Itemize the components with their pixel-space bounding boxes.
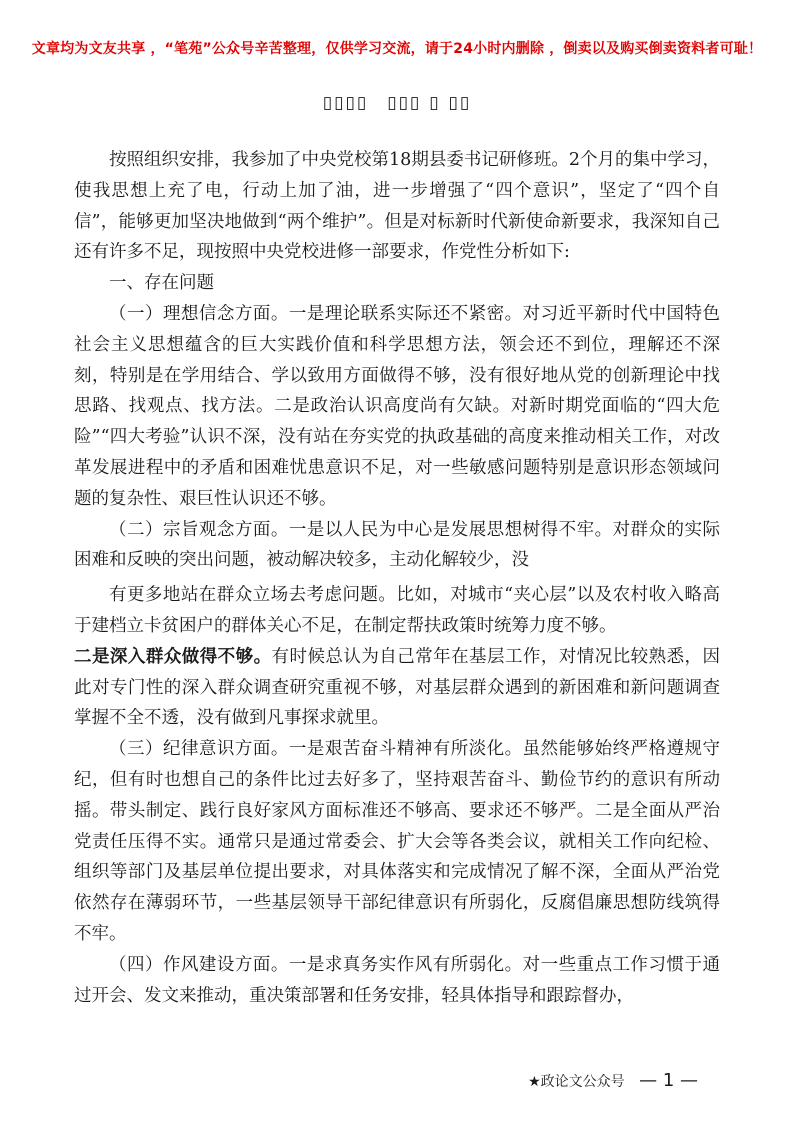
document-body: [74, 145, 720, 1011]
footer-source: ★政论文公众号: [528, 1074, 625, 1090]
watermark-banner: 文章均为文友共享 ，“笔苑”公众号辛苦整理，仅供学习交流，请于24小时内删除 ，倒卖以及购买倒卖资料者可耻！: [31, 41, 763, 57]
paragraph-masses: [74, 642, 720, 734]
section-heading-problems: 一、存在问题: [109, 273, 214, 294]
paragraph-masses-text: 有时候总认为自己常年在基层工作，对情况比较熟悉，因此对专门性的深入群众调查研究重视不够，对基层群众遇到的新困难和新问题调查掌握不全不透，没有做到凡事探求就里。: [74, 646, 721, 729]
paragraph-ideals: （一）理想信念方面。一是理论联系实际还不紧密。对习近平新时代中国特色社会主义思想蕴含的巨大实践价值和科学思想方法，领会还不到位，理解还不深刻，特别是在学用结合、学以致用方面做得不够，没有很好地从党的创新理论中找思路、找观点、找方法。二是政治认识高度尚有欠缺。对新时期党面临的“四大危险”“四大考验”认识不深，没有站在夯实党的执政基础的高度来推动相关工作，对改革发展进程中的矛盾和困难忧患意识不足，对一些敏感问题特别是意识形态领域问题的复杂性、艰巨性认识还不够。: [74, 303, 720, 509]
page-number: — 1 —: [639, 1070, 698, 1091]
paragraph-purpose-continued: 有更多地站在群众立场去考虑问题。比如，对城市“夹心层”以及农村收入略高于建档立卡贫困户的群体关心不足，在制定帮扶政策时统筹力度不够。: [74, 585, 720, 636]
paragraph-intro: 按照组织安排，我参加了中央党校第18期县委书记研修班。2个月的集中学习，使我思想上充了电，行动上加了油，进一步增强了“四个意识”，坚定了“四个自信”，能够更加坚决地做到“两个维护”。但是对标新时代新使命新要求，我深知自己还有许多不足，现按照中央党校进修一部要求，作党性分析如下:: [74, 150, 720, 263]
paragraph-discipline: （三）纪律意识方面。一是艰苦奋斗精神有所淡化。虽然能够始终严格遵规守纪，但有时也想自己的条件比过去好多了，坚持艰苦奋斗、勤俭节约的意识有所动摇。带头制定、践行良好家风方面标准还不够高、要求还不够严。二是全面从严治党责任压得不实。通常只是通过常委会、扩大会等各类会议，就相关工作向纪检、组织等部门及基层单位提出要求，对具体落实和完成情况了解不深，全面从严治党依然存在薄弱环节，一些基层领导干部纪律意识有所弱化，反腐倡廉思想防线筑得不牢。: [74, 739, 720, 944]
page-footer: [528, 1070, 698, 1091]
document-title: ▯▯▯▯ ▯▯▯ ▯ ▯▯: [322, 93, 472, 113]
paragraph-style: （四）作风建设方面。一是求真务实作风有所弱化。对一些重点工作习惯于通过开会、发文来推动，重决策部署和任务安排，轻具体指导和跟踪督办，: [74, 954, 720, 1006]
paragraph-purpose: （二）宗旨观念方面。一是以人民为中心是发展思想树得不牢。对群众的实际困难和反映的突出问题，被动解决较多，主动化解较少，没: [74, 519, 720, 571]
bold-phrase: 二是深入群众做得不够。: [74, 646, 272, 667]
